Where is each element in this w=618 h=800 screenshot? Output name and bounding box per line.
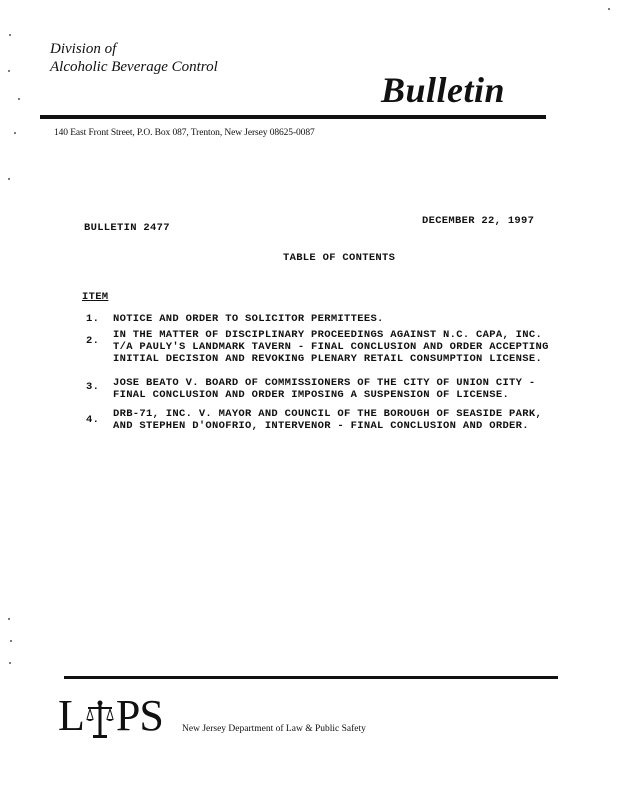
office-address: 140 East Front Street, P.O. Box 087, Trenton, New Jersey 08625-0087 bbox=[54, 128, 315, 138]
scan-speck bbox=[8, 178, 10, 180]
toc-entry-number: 3. bbox=[86, 381, 100, 393]
lps-logo bbox=[58, 693, 163, 739]
scan-speck bbox=[10, 640, 12, 642]
department-name: New Jersey Department of Law & Public Safety bbox=[182, 724, 366, 734]
header-rule bbox=[40, 115, 546, 119]
bulletin-number: BULLETIN 2477 bbox=[84, 222, 170, 234]
scan-speck bbox=[8, 70, 10, 72]
logo-letters-ps: PS bbox=[115, 691, 163, 740]
scan-speck bbox=[9, 662, 11, 664]
scan-speck bbox=[18, 98, 20, 100]
toc-entry-text: IN THE MATTER OF DISCIPLINARY PROCEEDINGS AGAINST N.C. CAPA, INC. T/A PAULY'S LANDMARK TAVERN - FINAL CONCLUSION AND ORDER ACCEPTING INITIAL DECISION AND REVOKING PLENARY RETAIL CONSUMPTION LICENSE. bbox=[113, 329, 549, 365]
item-heading: ITEM bbox=[82, 291, 109, 303]
toc-title: TABLE OF CONTENTS bbox=[283, 252, 396, 264]
toc-entry-text: NOTICE AND ORDER TO SOLICITOR PERMITTEES. bbox=[113, 313, 384, 325]
toc-entry-number: 2. bbox=[86, 335, 100, 347]
toc-entry-number: 1. bbox=[86, 313, 100, 325]
footer-rule bbox=[64, 676, 558, 679]
scales-of-justice-icon bbox=[85, 699, 115, 739]
toc-entry-number: 4. bbox=[86, 414, 100, 426]
scan-speck bbox=[8, 618, 10, 620]
division-line-2: Alcoholic Beverage Control bbox=[50, 59, 218, 75]
division-name bbox=[50, 40, 218, 76]
toc-entry-text: DRB-71, INC. V. MAYOR AND COUNCIL OF THE BOROUGH OF SEASIDE PARK, AND STEPHEN D'ONOFRIO, INTERVENOR - FINAL CONCLUSION AND ORDER. bbox=[113, 408, 543, 432]
logo-letter-l: L bbox=[58, 691, 84, 740]
bulletin-title: Bulletin bbox=[381, 70, 506, 110]
scan-speck bbox=[608, 8, 610, 10]
scan-speck bbox=[9, 34, 11, 36]
division-line-1: Division of bbox=[50, 41, 117, 57]
scan-speck bbox=[14, 132, 16, 134]
toc-entry-text: JOSE BEATO V. BOARD OF COMMISSIONERS OF THE CITY OF UNION CITY - FINAL CONCLUSION AND ORDER IMPOSING A SUSPENSION OF LICENSE. bbox=[113, 377, 536, 401]
bulletin-date: DECEMBER 22, 1997 bbox=[422, 215, 535, 227]
